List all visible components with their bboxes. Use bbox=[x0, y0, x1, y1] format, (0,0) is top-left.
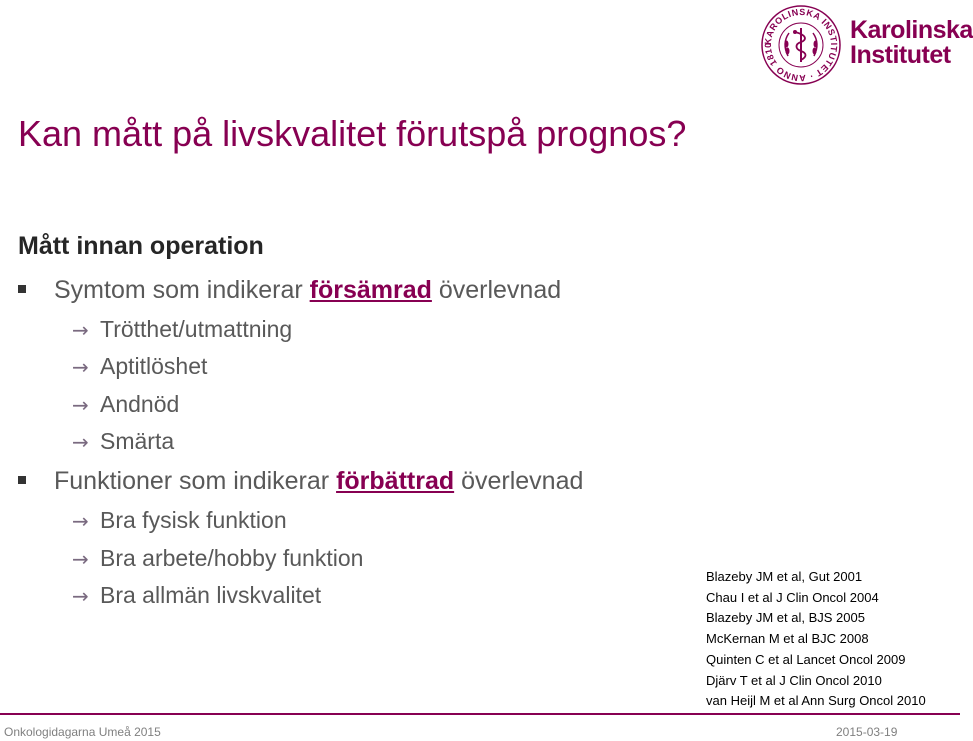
subitem-text: Aptitlöshet bbox=[100, 353, 208, 379]
reference-item: Blazeby JM et al, Gut 2001 bbox=[706, 569, 863, 584]
wordmark-line-2: Institutet bbox=[850, 41, 951, 69]
arrow-right-icon: → bbox=[72, 547, 89, 571]
bullet-emphasis: förbättrad bbox=[336, 467, 455, 495]
slide-title: Kan mått på livskvalitet förutspå prognos? bbox=[18, 113, 687, 154]
svg-text:KAROLINSKA INSTITUTET · ANNO 1: KAROLINSKA INSTITUTET · ANNO 1810 bbox=[762, 6, 840, 84]
square-bullet-icon bbox=[18, 476, 26, 484]
subitem-text: Bra allmän livskvalitet bbox=[100, 582, 322, 608]
footer-date: 2015-03-19 bbox=[836, 725, 898, 739]
arrow-right-icon: → bbox=[72, 509, 89, 533]
subitem bbox=[72, 351, 207, 382]
subitem bbox=[72, 426, 174, 457]
reference-item: van Heijl M et al Ann Surg Oncol 2010 bbox=[706, 693, 926, 709]
subitem bbox=[72, 543, 363, 574]
arrow-right-icon: → bbox=[72, 584, 89, 608]
bullet-text-after: överlevnad bbox=[454, 467, 584, 495]
subitem bbox=[72, 580, 321, 611]
subitem-text: Bra arbete/hobby funktion bbox=[100, 545, 364, 571]
karolinska-logo bbox=[760, 4, 973, 88]
reference-item: Quinten C et al Lancet Oncol 2009 bbox=[706, 651, 906, 667]
karolinska-seal-icon bbox=[760, 4, 842, 86]
wordmark-line-1: Karolinska bbox=[850, 16, 973, 44]
subitem bbox=[72, 505, 287, 536]
section-heading: Mått innan operation bbox=[18, 232, 264, 260]
arrow-right-icon: → bbox=[72, 355, 89, 379]
footer-event: Onkologidagarna Umeå 2015 bbox=[4, 725, 161, 739]
reference-item: Blazeby JM et al, BJS 2005 bbox=[706, 610, 865, 626]
bullet-worsened-survival bbox=[18, 274, 561, 306]
reference-item: McKernan M et al BJC 2008 bbox=[706, 631, 869, 647]
bullet-text-after: överlevnad bbox=[431, 276, 562, 304]
bullet-improved-survival bbox=[18, 465, 583, 497]
references-list bbox=[706, 567, 926, 712]
arrow-right-icon: → bbox=[72, 393, 89, 417]
subitem-text: Bra fysisk funktion bbox=[100, 507, 287, 533]
reference-item: Chau I et al J Clin Oncol 2004 bbox=[706, 589, 879, 605]
footer-divider bbox=[0, 713, 960, 715]
arrow-right-icon: → bbox=[72, 318, 89, 342]
bullet-emphasis: försämrad bbox=[309, 276, 432, 304]
subitem-text: Andnöd bbox=[100, 391, 180, 417]
subitem-text: Smärta bbox=[100, 428, 175, 454]
arrow-right-icon: → bbox=[72, 430, 89, 454]
subitem bbox=[72, 314, 292, 345]
subitem bbox=[72, 389, 179, 420]
subitem-text: Trötthet/utmattning bbox=[100, 316, 293, 342]
reference-item: Djärv T et al J Clin Oncol 2010 bbox=[706, 672, 882, 688]
bullet-text-before: Funktioner som indikerar bbox=[54, 467, 337, 495]
square-bullet-icon bbox=[18, 285, 26, 293]
karolinska-wordmark bbox=[850, 18, 973, 68]
bullet-text-before: Symtom som indikerar bbox=[54, 276, 310, 304]
